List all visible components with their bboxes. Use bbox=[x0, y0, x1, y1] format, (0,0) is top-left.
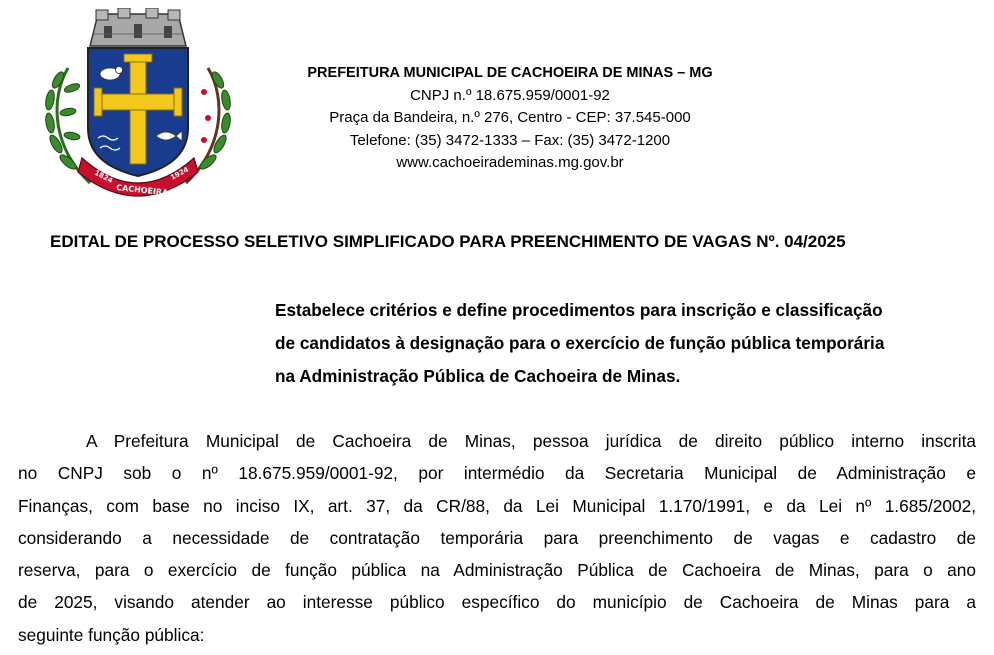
mural-crown-icon bbox=[90, 8, 186, 46]
letterhead bbox=[250, 62, 770, 175]
website-line: www.cachoeirademinas.mg.gov.br bbox=[396, 154, 624, 171]
crest-year-right: 1924 bbox=[169, 165, 191, 182]
crest-year-left: 1824 bbox=[93, 168, 115, 185]
crest-band-text: CACHOEIRA de MINAS bbox=[115, 183, 215, 203]
ementa-line: Estabelece critérios e define procedimentos para inscrição e classificação bbox=[275, 300, 883, 320]
shield-icon bbox=[88, 48, 188, 176]
municipal-coat-of-arms-icon bbox=[38, 8, 238, 206]
body-line: Finanças, com base no inciso IX, art. 37, da CR/88, da Lei Municipal 1.170/1991, e da Lei nº 1.685/2002, bbox=[18, 495, 976, 516]
body-line: considerando a necessidade de contratação temporária para preenchimento de vagas e cadastro de bbox=[18, 527, 976, 548]
body-line: seguinte função pública: bbox=[18, 624, 205, 645]
body-line: A Prefeitura Municipal de Cachoeira de Minas, pessoa jurídica de direito público interno inscrita bbox=[86, 431, 976, 451]
body-paragraph bbox=[18, 425, 976, 651]
body-line: no CNPJ sob o nº 18.675.959/0001-92, por intermédio da Secretaria Municipal de Administração e bbox=[18, 463, 976, 484]
edital-title: EDITAL DE PROCESSO SELETIVO SIMPLIFICADO PARA PREENCHIMENTO DE VAGAS Nº. 04/2025 bbox=[50, 232, 846, 251]
cnpj-line: CNPJ n.º 18.675.959/0001-92 bbox=[410, 86, 610, 104]
org-name: PREFEITURA MUNICIPAL DE CACHOEIRA DE MINAS – MG bbox=[307, 65, 713, 81]
ementa bbox=[275, 294, 975, 393]
body-line: de 2025, visando atender ao interesse público específico do município de Cachoeira de Minas para a bbox=[18, 592, 976, 613]
ementa-line: de candidatos à designação para o exercício de função pública temporária bbox=[275, 333, 885, 353]
ementa-line: na Administração Pública de Cachoeira de Minas. bbox=[275, 366, 681, 386]
body-line: reserva, para o exercício de função pública na Administração Pública de Cachoeira de Minas, para o ano bbox=[18, 560, 976, 581]
phone-line: Telefone: (35) 3472-1333 – Fax: (35) 3472-1200 bbox=[349, 131, 671, 149]
address-line: Praça da Bandeira, n.º 276, Centro - CEP: 37.545-000 bbox=[329, 109, 691, 126]
